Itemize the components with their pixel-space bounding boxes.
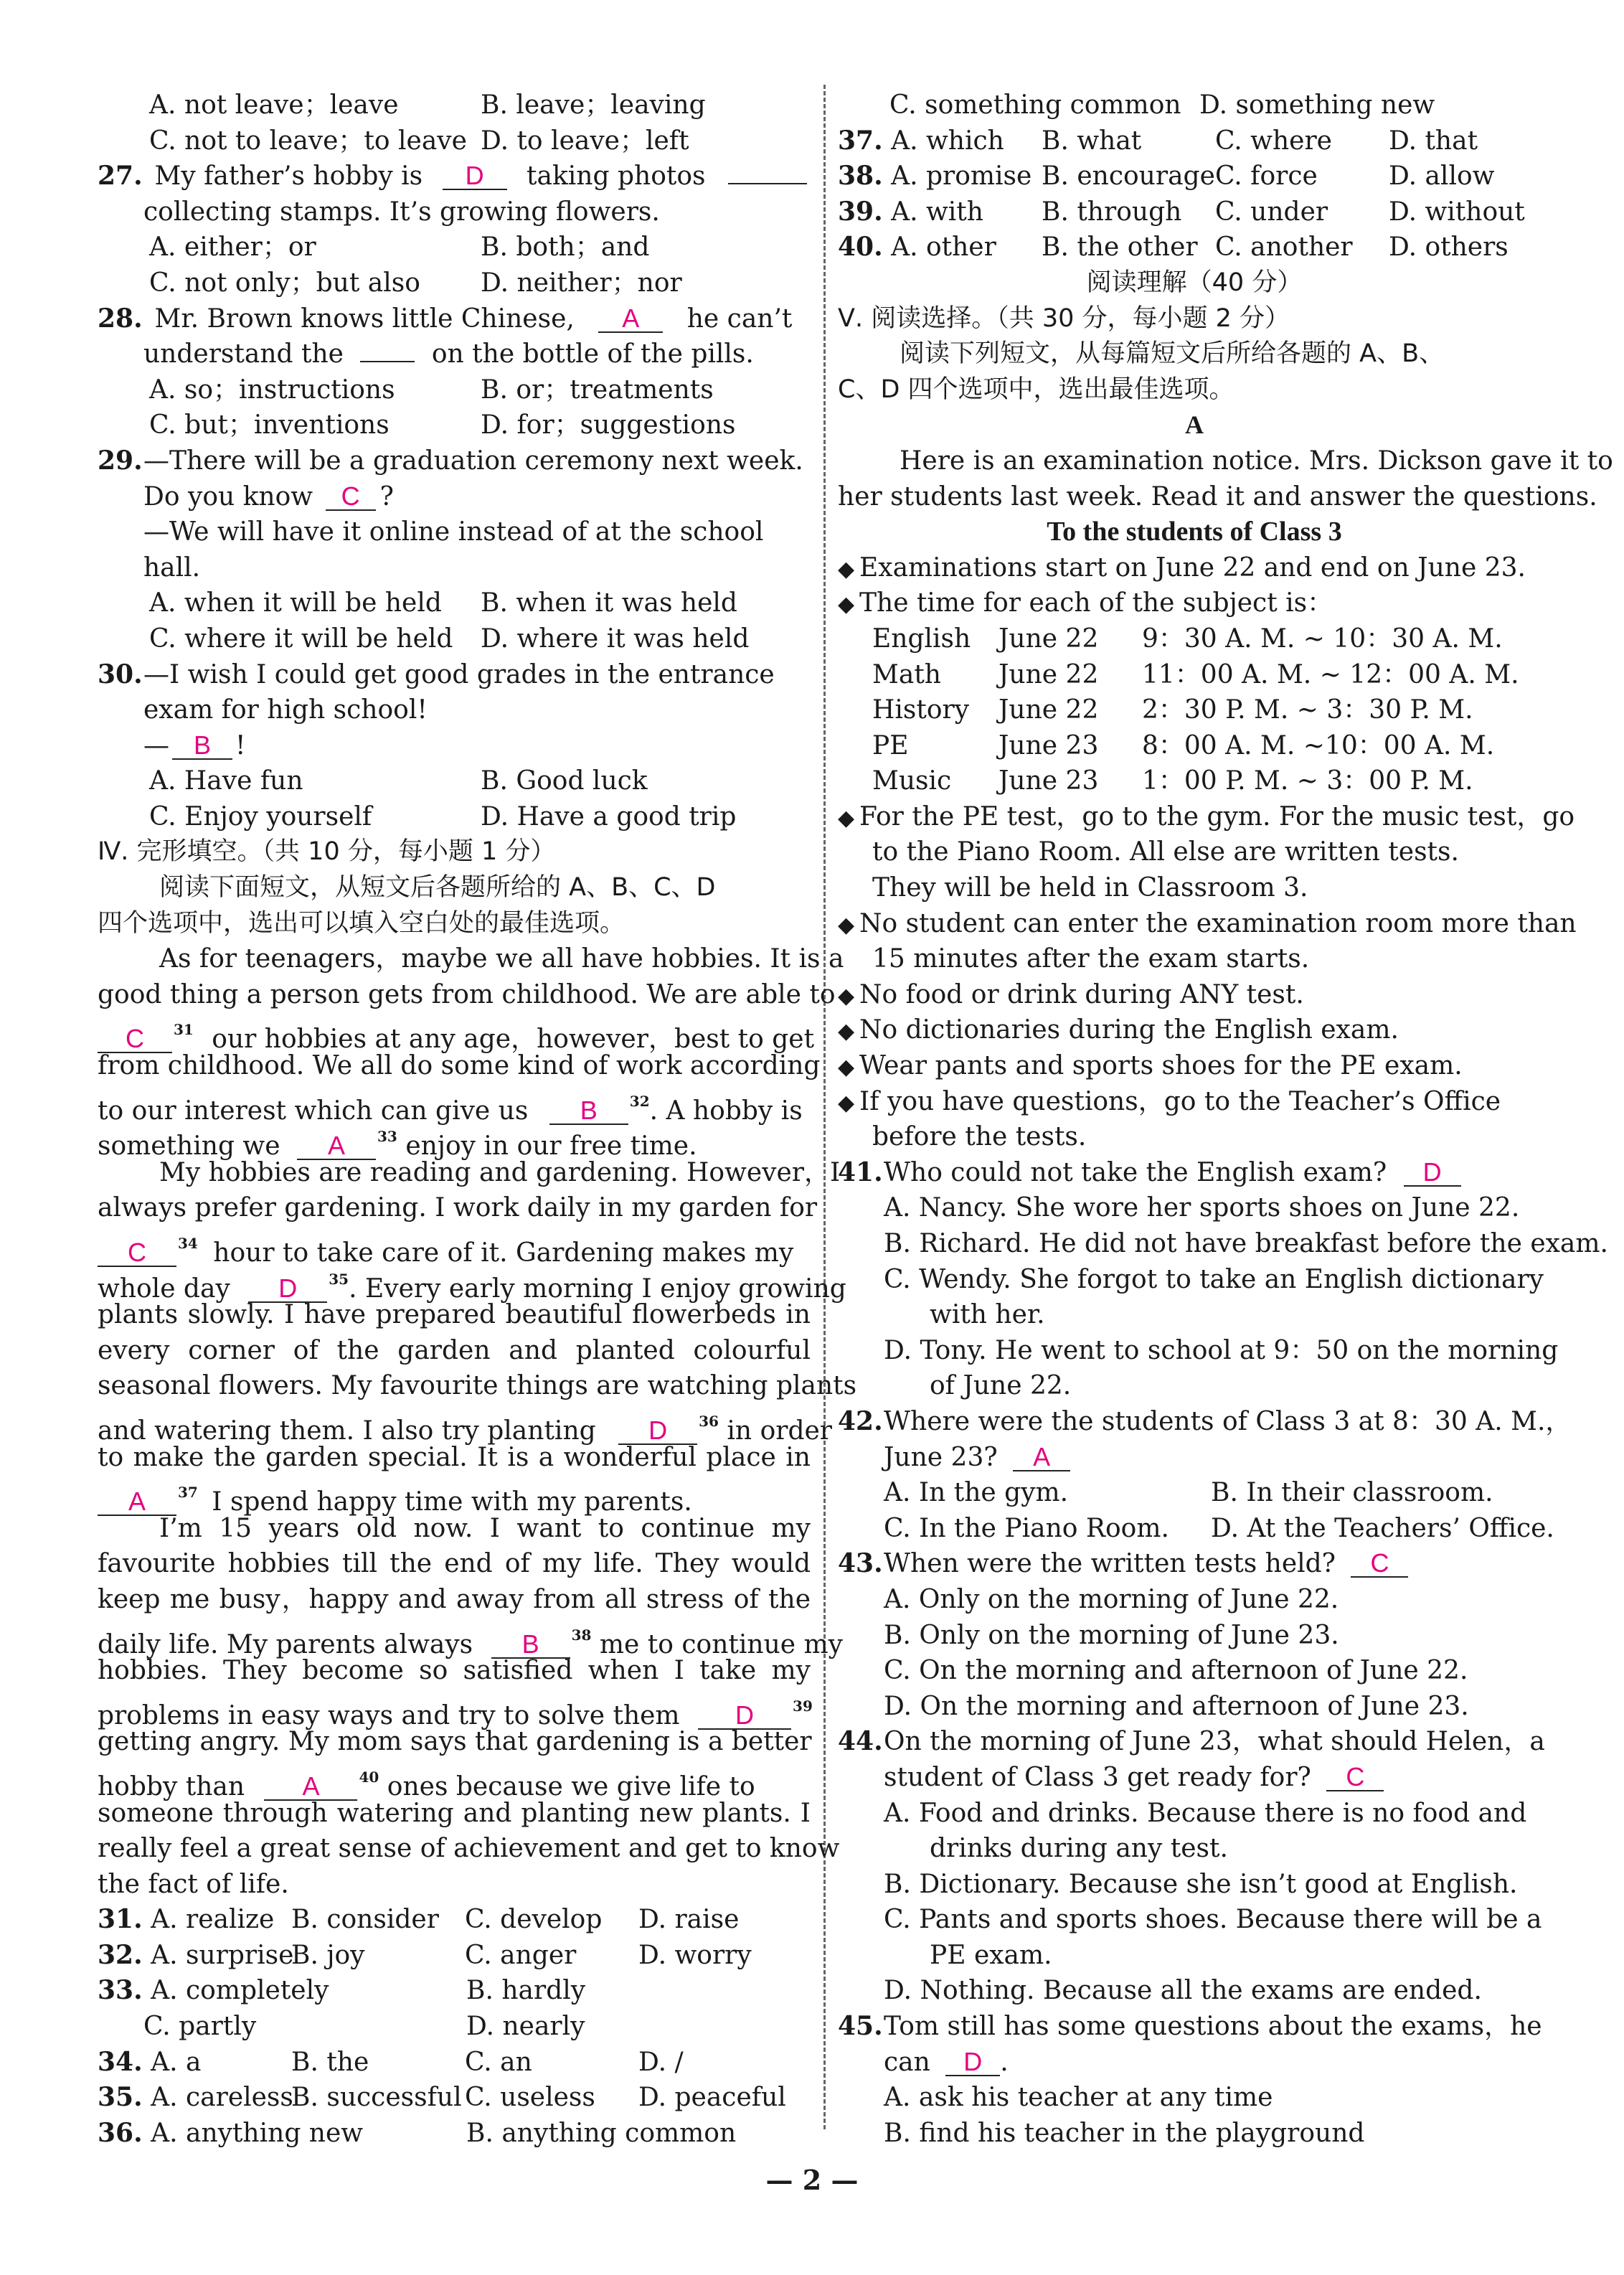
diamond-bullet-icon: ◆ [838,556,855,582]
options-row: A. when it will be held B. when it was held [149,588,737,618]
question-42: 42.Where were the students of Class 3 at 8：30 A. M.， [838,1405,1572,1436]
options-row: C. partly D. nearly [143,2012,585,2042]
options-row: 35. A. careless B. successful C. useless D. peaceful [98,2082,786,2113]
diamond-bullet-icon: ◆ [838,1019,855,1045]
answer-32: B [549,1098,628,1125]
answer-28: A [598,306,663,333]
options-row: A. Have fun B. Good luck [149,766,648,796]
options-row: 33. A. completely B. hardly [98,1975,586,2006]
diamond-bullet-icon: ◆ [838,1090,855,1116]
answer-35: D [248,1276,327,1303]
options-row: C. not only；but also D. neither；nor [149,268,682,298]
options-row: C. something common D. something new [889,90,1435,120]
options-row: 36. A. anything new B. anything common [98,2117,737,2148]
question-45: 45.Tom still has some questions about the exams，he [838,2011,1542,2042]
options-row: 31. A. realize B. consider C. develop D. raise [98,1904,740,1935]
options-row: C. but；inventions D. for；suggestions [149,410,736,441]
options-row: 32. A. surprise B. joy C. anger D. worry [98,1939,752,1970]
options-row: A. either；or B. both；and [149,232,650,263]
question-30: 30.—I wish I could get good grades in the entrance [98,659,775,689]
answer-34: C [98,1240,176,1267]
schedule-row: Math June 22 11：00 A. M. ~ 12：00 A. M. [872,659,1519,689]
notice-bullet: ◆ No dictionaries during the English exam. [838,1012,1551,1048]
options-row: A. so；instructions B. or；treatments [149,375,714,405]
right-column: C. something common D. something new 37. A. which B. what C. where D. that 38. A. promise B. encourage C. force D. allow 39. A. with B. through C. under D. without 40. A. other B. the other C. another D. others 阅读理解（40 分） Ⅴ. 阅读选择。（共 30 分，每小题 2 分） 阅读下列短文，从每篇短文后所给各题的 A、B、 C、D 四个选项中，选出最佳选项。 A Here is an examination notice. Mrs. Dickson gave it to her students last week. Read it and answer the questions. To the students of Class 3 ◆ Examinations start on June 22 and end on June 23. ◆ The time for each of the subject is： English June 22 9：30 A. M. ~ 10：30 A. M. Math June 22 11：00 A. M. ~ 12：00 A. M. History June 22 2：30 P. M. ~ 3：30 P. M. PE June 23 8：00 A. M. ~10：00 A. M. Music June 23 1：00 P. M. ~ 3：00 P. M. ◆ For the PE test，go to the gym. For the music test，go to the Piano Room. All else are written tests. They will be held in Classroom 3. ◆ No student can enter the examination room more than 15 minutes after the exam starts. ◆ No food or drink during ANY test. ◆ No dictionaries during the English exam. ◆ Wear pants and sports shoes for the PE exam. ◆ If you have questions，go to the Teacher’s Office before the tests. 41.Who could not take the English exam? D A. Nancy. She wore her sports shoes on June 22. B. Richard. He did not have breakfast before the exam. C. Wendy. She forgot to take an English dictionary with her. D. Tony. He went to school at 9：50 on the morning of June 22. 42.Where were the students of Class 3 at 8：30 A. M.， June 23? A A. In the gym. B. In their classroom. C. In the Piano Room. D. At the Teachers’ Office. 43.When were the written tests held? C A. Only on the morning of June 22. B. Only on the morning of June 23. C. On the morning and afternoon of June 22. D. On the morning and afternoon of June 23. 44.On the morning of June 23，what should Helen，a student of Class 3 get ready for? C A. Food and drinks. Because there is no food and drinks during any test. B. Dictionary. Because she isn’t good at English. C. Pants and sports shoes. Because there will be a PE exam. D. Nothing. Because all the exams are ended. 45.Tom still has some questions about the exams，he can D . A. ask his teacher at any time B. find his teacher in the playground [838,88,1551,2151]
column-divider [823,85,826,2129]
answer-29: C [326,484,376,511]
options-row: 40. A. other B. the other C. another D. others [838,232,1509,263]
options-row: C. not to leave；to leave D. to leave；left [149,126,689,156]
options-row: A. In the gym. B. In their classroom. [884,1478,1493,1508]
reading-title: 阅读理解（40 分） [1086,268,1303,297]
question-27: 27. My father’s hobby is D taking photos [98,159,811,194]
answer-44: C [1326,1764,1384,1791]
notice-bullet: ◆ No food or drink during ANY test. [838,977,1551,1013]
options-row: 34. A. a B. the C. an D. / [98,2046,684,2077]
blank [728,161,807,184]
notice-bullet: ◆ For the PE test，go to the gym. For the music test，go [838,799,1551,835]
options-row: 38. A. promise B. encourage C. force D. allow [838,161,1495,192]
answer-39: D [698,1702,791,1730]
diamond-bullet-icon: ◆ [838,983,855,1009]
answer-42: A [1013,1444,1070,1471]
schedule-row: English June 22 9：30 A. M. ~ 10：30 A. M. [872,623,1503,654]
schedule-row: PE June 23 8：00 A. M. ~10：00 A. M. [872,730,1495,760]
answer-40: A [264,1774,357,1801]
options-row: A. not leave；leave B. leave；leaving [149,90,706,120]
answer-41: D [1404,1159,1461,1187]
section-title-reading: Ⅴ. 阅读选择。（共 30 分，每小题 2 分） [838,303,1290,333]
answer-43: C [1351,1550,1408,1578]
options-row: 39. A. with B. through C. under D. without [838,196,1525,227]
notice-bullet: ◆ Examinations start on June 22 and end on June 23. [838,550,1551,586]
page-number: — 2 — [765,2164,859,2196]
schedule-row: Music June 23 1：00 P. M. ~ 3：00 P. M. [872,766,1473,796]
answer-33: A [297,1133,376,1160]
question-28: 28. Mr. Brown knows little Chinese, A he can’t [98,303,793,334]
question-44: 44.On the morning of June 23，what should Helen，a [838,1726,1545,1757]
question-41: 41.Who could not take the English exam? D [838,1155,1551,1191]
notice-bullet: ◆ The time for each of the subject is： [838,585,1551,621]
answer-30: B [172,733,232,760]
diamond-bullet-icon: ◆ [838,805,855,831]
notice-bullet: ◆ If you have questions，go to the Teacher’s Office [838,1084,1551,1120]
answer-36: D [618,1418,697,1445]
question-29: 29.—There will be a graduation ceremony next week. [98,445,803,476]
schedule-row: History June 22 2：30 P. M. ~ 3：30 P. M. [872,695,1473,725]
passage-label: A [1185,410,1204,440]
blank [360,339,415,362]
notice-title: To the students of Class 3 [1047,517,1342,547]
options-row: 37. A. which B. what C. where D. that [838,125,1478,156]
answer-37: A [98,1489,176,1516]
answer-45: D [945,2049,1000,2076]
left-column: A. not leave；leave B. leave；leaving C. not to leave；to leave D. to leave；left 27. My father’s hobby is D taking photos collecting stamps. It’s growing flowers. A. either；or B. both；and C. not only；but also D. neither；nor 28. Mr. Brown knows little Chinese, A he can’t understand the on the bottle of the pills. A. so；instructions B. or；treatments C. but；inventions D. for；suggestions 29.—There will be a graduation ceremony next week. Do you know C ? —We will have it online instead of at the school hall. A. when it will be held B. when it was held C. where it will be held D. where it was held 30.—I wish I could get good grades in the entrance exam for high school! — B ! A. Have fun B. Good luck C. Enjoy yourself D. Have a good trip Ⅳ. 完形填空。（共 10 分，每小题 1 分） 阅读下面短文，从短文后各题所给的 A、B、C、D 四个选项中，选出可以填入空白处的最佳选项。 As for teenagers，maybe we all have hobbies. It is a good thing a person gets from childhood. We are able to C $^{31}$ our hobbies at any age，however，best to get from childhood. We all do some kind of work according to our interest which can give us B $^{32}$. A hobby is something we A $^{33}$ enjoy in our free time. My hobbies are reading and gardening. However，I always prefer gardening. I work daily in my garden for C $^{34}$ hour to take care of it. Gardening makes my whole day D $^{35}$. Every early morning I enjoy growing plants slowly. I have prepared beautiful flowerbeds in every corner of the garden and planted colourful seasonal flowers. My favourite things are watching plants and watering them. I also try planting D $^{36}$ in order to make the garden special. It is a wonderful place in A $^{37}$ I spend happy time with my parents. I’m 15 years old now. I want to continue my favourite hobbies till the end of my life. They would keep me busy，happy and away from all stress of the daily life. My parents always B $^{38}$ me to continue my hobbies. They become so satisfied when I take my problems in easy ways and try to solve them D $^{39}$ getting angry. My mom says that gardening is a better hobby than A $^{40}$ ones because we give life to someone through watering and planting new plants. I really feel a great sense of achievement and get to know the fact of life. 31. A. realize B. consider C. develop D. raise 32. A. surprise B. joy C. anger D. worry 33. A. completely B. hardly C. partly D. nearly 34. A. a B. the C. an D. / 35. A. careless B. successful C. useless D. peaceful 36. A. anything new B. anything common [98,88,811,2151]
diamond-bullet-icon: ◆ [838,592,855,618]
answer-31: C [98,1026,172,1053]
answer-38: B [491,1631,570,1659]
options-row: C. Enjoy yourself D. Have a good trip [149,801,737,832]
options-row: C. where it will be held D. where it was held [149,623,750,654]
section-title-cloze: Ⅳ. 完形填空。（共 10 分，每小题 1 分） [98,837,556,867]
options-row: C. In the Piano Room. D. At the Teachers’ Office. [884,1513,1554,1543]
notice-bullet: ◆ No student can enter the examination room more than [838,906,1551,942]
notice-bullet: ◆ Wear pants and sports shoes for the PE exam. [838,1048,1551,1084]
diamond-bullet-icon: ◆ [838,912,855,938]
diamond-bullet-icon: ◆ [838,1055,855,1080]
answer-27: D [443,163,507,190]
question-43: 43.When were the written tests held? C [838,1546,1551,1582]
